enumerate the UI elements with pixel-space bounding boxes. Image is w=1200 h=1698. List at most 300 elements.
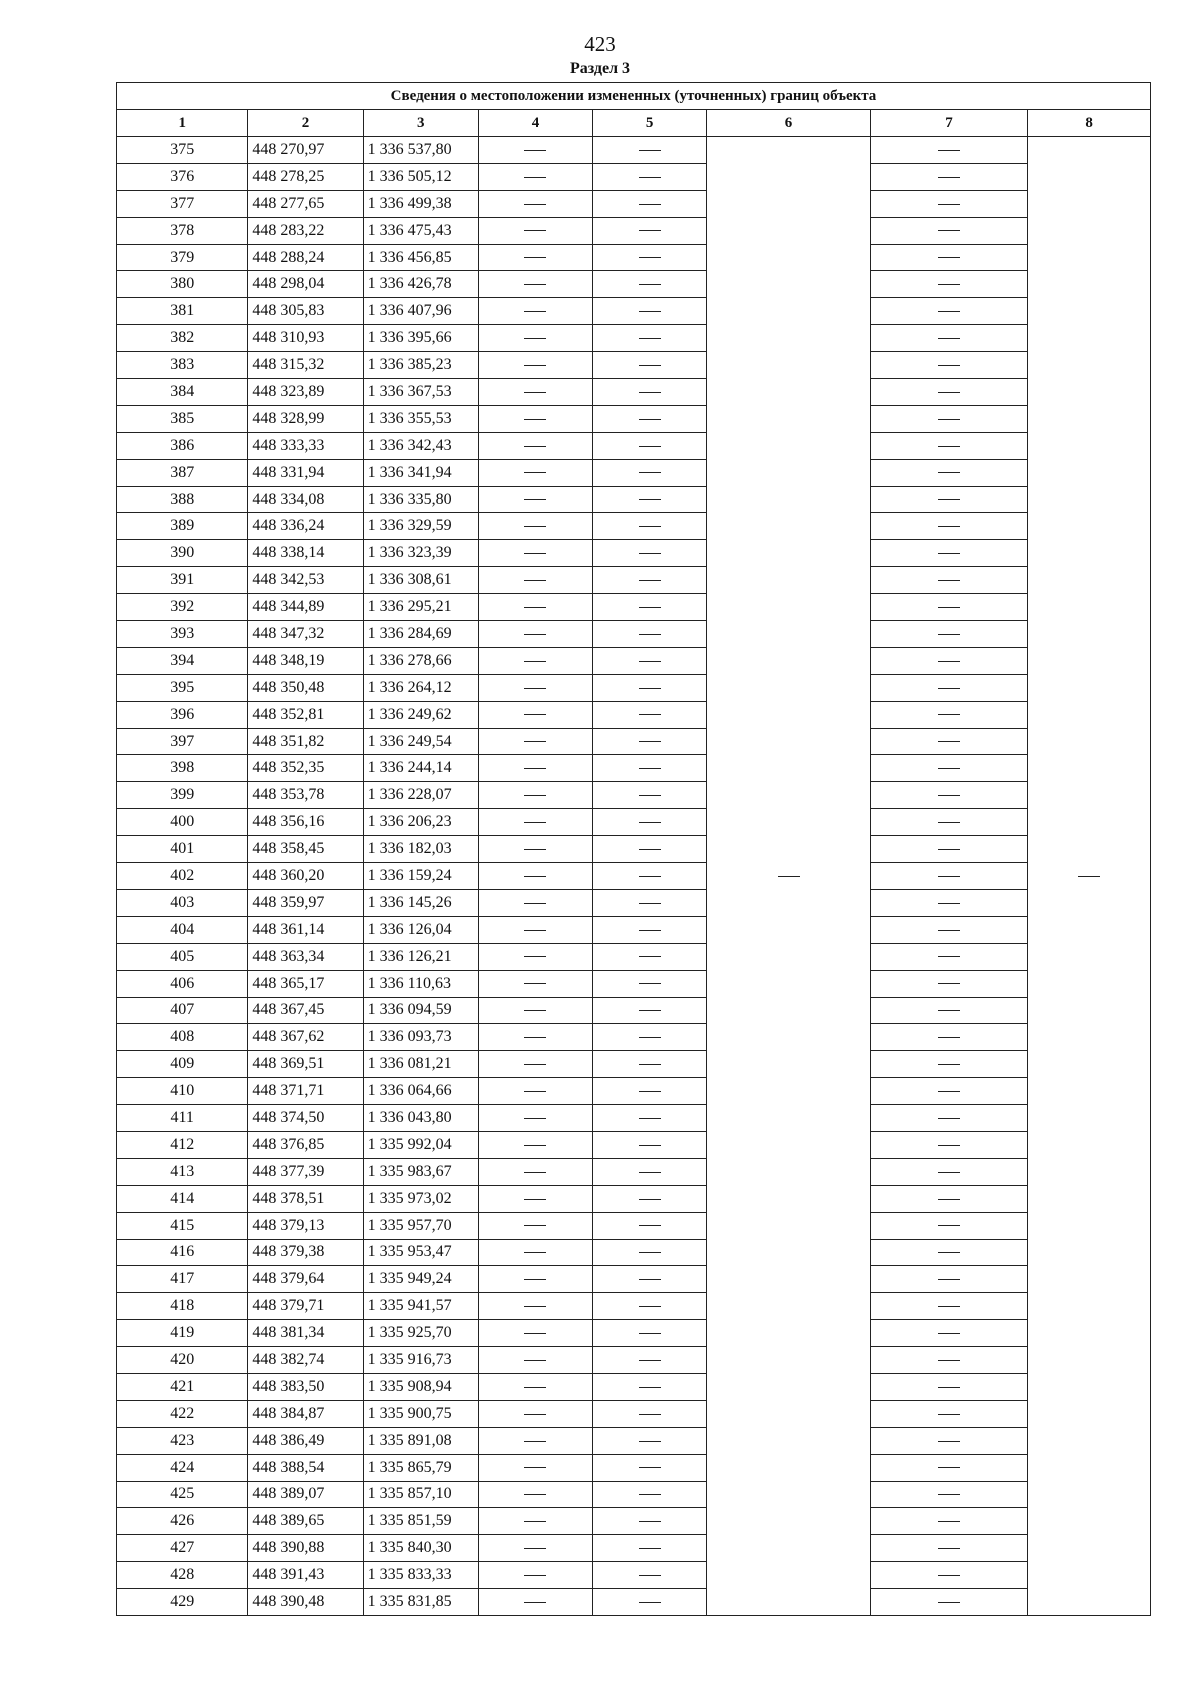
col4-cell: [478, 836, 592, 863]
y-coordinate-cell: 1 336 145,26: [363, 889, 478, 916]
col4-cell: [478, 1212, 592, 1239]
dash-mark: [938, 1387, 960, 1388]
y-coordinate-cell: 1 335 941,57: [363, 1293, 478, 1320]
y-coordinate-cell: 1 335 840,30: [363, 1535, 478, 1562]
dash-mark: [524, 499, 546, 500]
table-row: [117, 728, 1151, 755]
dash-mark: [938, 1602, 960, 1603]
x-coordinate-cell: 448 379,64: [248, 1266, 363, 1293]
dash-mark: [938, 257, 960, 258]
table-row: [117, 674, 1151, 701]
col4-cell: [478, 916, 592, 943]
col5-cell: [593, 997, 707, 1024]
y-coordinate-cell: 1 335 865,79: [363, 1454, 478, 1481]
dash-mark: [524, 876, 546, 877]
col5-cell: [593, 1373, 707, 1400]
dash-mark: [938, 1010, 960, 1011]
dash-mark: [639, 419, 661, 420]
dash-mark: [524, 1145, 546, 1146]
col7-cell: [870, 137, 1027, 164]
col4-cell: [478, 190, 592, 217]
point-number-cell: 426: [117, 1508, 248, 1535]
x-coordinate-cell: 448 305,83: [248, 298, 363, 325]
col4-cell: [478, 217, 592, 244]
dash-mark: [938, 714, 960, 715]
x-coordinate-cell: 448 374,50: [248, 1105, 363, 1132]
table-row: [117, 1589, 1151, 1616]
col4-cell: [478, 405, 592, 432]
col7-cell: [870, 325, 1027, 352]
dash-mark: [938, 553, 960, 554]
table-row: [117, 1562, 1151, 1589]
x-coordinate-cell: 448 278,25: [248, 163, 363, 190]
col4-cell: [478, 459, 592, 486]
col4-cell: [478, 1535, 592, 1562]
dash-mark: [639, 1172, 661, 1173]
dash-mark: [524, 1333, 546, 1334]
x-coordinate-cell: 448 389,65: [248, 1508, 363, 1535]
dash-mark: [938, 1145, 960, 1146]
col4-cell: [478, 137, 592, 164]
x-coordinate-cell: 448 390,48: [248, 1589, 363, 1616]
y-coordinate-cell: 1 336 456,85: [363, 244, 478, 271]
dash-mark: [938, 311, 960, 312]
dash-mark: [778, 876, 800, 877]
dash-mark: [524, 1521, 546, 1522]
col5-cell: [593, 1105, 707, 1132]
x-coordinate-cell: 448 382,74: [248, 1347, 363, 1374]
dash-mark: [938, 1441, 960, 1442]
col4-cell: [478, 1185, 592, 1212]
dash-mark: [639, 1306, 661, 1307]
x-coordinate-cell: 448 351,82: [248, 728, 363, 755]
x-coordinate-cell: 448 377,39: [248, 1158, 363, 1185]
y-coordinate-cell: 1 336 228,07: [363, 782, 478, 809]
col5-cell: [593, 594, 707, 621]
x-coordinate-cell: 448 391,43: [248, 1562, 363, 1589]
point-number-cell: 402: [117, 863, 248, 890]
col7-cell: [870, 513, 1027, 540]
x-coordinate-cell: 448 379,71: [248, 1293, 363, 1320]
col7-cell: [870, 1212, 1027, 1239]
table-row: [117, 1373, 1151, 1400]
table-row: [117, 567, 1151, 594]
x-coordinate-cell: 448 376,85: [248, 1131, 363, 1158]
y-coordinate-cell: 1 336 341,94: [363, 459, 478, 486]
col4-cell: [478, 863, 592, 890]
col7-cell: [870, 163, 1027, 190]
x-coordinate-cell: 448 347,32: [248, 621, 363, 648]
col7-cell: [870, 567, 1027, 594]
dash-mark: [938, 526, 960, 527]
col4-cell: [478, 513, 592, 540]
dash-mark: [639, 1145, 661, 1146]
x-coordinate-cell: 448 369,51: [248, 1051, 363, 1078]
y-coordinate-cell: 1 336 342,43: [363, 432, 478, 459]
col7-cell: [870, 1562, 1027, 1589]
x-coordinate-cell: 448 298,04: [248, 271, 363, 298]
column-header-5: 5: [593, 110, 707, 137]
col5-cell: [593, 674, 707, 701]
y-coordinate-cell: 1 335 949,24: [363, 1266, 478, 1293]
col4-cell: [478, 271, 592, 298]
dash-mark: [639, 338, 661, 339]
dash-mark: [639, 1441, 661, 1442]
dash-mark: [524, 768, 546, 769]
point-number-cell: 392: [117, 594, 248, 621]
col5-cell: [593, 1131, 707, 1158]
table-row: [117, 163, 1151, 190]
dash-mark: [639, 1037, 661, 1038]
y-coordinate-cell: 1 335 983,67: [363, 1158, 478, 1185]
table-row: [117, 379, 1151, 406]
table-row: [117, 137, 1151, 164]
dash-mark: [938, 177, 960, 178]
dash-mark: [938, 284, 960, 285]
dash-mark: [524, 1118, 546, 1119]
col4-cell: [478, 701, 592, 728]
x-coordinate-cell: 448 360,20: [248, 863, 363, 890]
dash-mark: [938, 446, 960, 447]
x-coordinate-cell: 448 270,97: [248, 137, 363, 164]
point-number-cell: 380: [117, 271, 248, 298]
dash-mark: [639, 204, 661, 205]
col7-cell: [870, 1024, 1027, 1051]
col4-cell: [478, 1427, 592, 1454]
y-coordinate-cell: 1 336 537,80: [363, 137, 478, 164]
col7-cell: [870, 1266, 1027, 1293]
table-row: [117, 271, 1151, 298]
col7-cell: [870, 1508, 1027, 1535]
point-number-cell: 399: [117, 782, 248, 809]
table-row: [117, 1212, 1151, 1239]
col5-cell: [593, 567, 707, 594]
dash-mark: [639, 257, 661, 258]
y-coordinate-cell: 1 336 094,59: [363, 997, 478, 1024]
col5-cell: [593, 217, 707, 244]
point-number-cell: 377: [117, 190, 248, 217]
dash-mark: [524, 1414, 546, 1415]
column-header-3: 3: [363, 110, 478, 137]
column-header-2: 2: [248, 110, 363, 137]
col5-cell: [593, 809, 707, 836]
col4-cell: [478, 163, 592, 190]
dash-mark: [524, 1010, 546, 1011]
dash-mark: [639, 849, 661, 850]
point-number-cell: 423: [117, 1427, 248, 1454]
x-coordinate-cell: 448 338,14: [248, 540, 363, 567]
x-coordinate-cell: 448 356,16: [248, 809, 363, 836]
dash-mark: [938, 607, 960, 608]
dash-mark: [524, 930, 546, 931]
col7-cell: [870, 1400, 1027, 1427]
table-row: [117, 486, 1151, 513]
column-header-7: 7: [870, 110, 1027, 137]
col5-cell: [593, 298, 707, 325]
y-coordinate-cell: 1 336 278,66: [363, 647, 478, 674]
col5-cell: [593, 1562, 707, 1589]
table-row: [117, 970, 1151, 997]
point-number-cell: 386: [117, 432, 248, 459]
dash-mark: [524, 1441, 546, 1442]
y-coordinate-cell: 1 336 395,66: [363, 325, 478, 352]
table-row: [117, 1078, 1151, 1105]
y-coordinate-cell: 1 336 182,03: [363, 836, 478, 863]
col4-cell: [478, 1158, 592, 1185]
table-title: Сведения о местоположении измененных (уточненных) границ объекта: [117, 83, 1151, 110]
x-coordinate-cell: 448 367,45: [248, 997, 363, 1024]
x-coordinate-cell: 448 288,24: [248, 244, 363, 271]
col4-cell: [478, 621, 592, 648]
x-coordinate-cell: 448 336,24: [248, 513, 363, 540]
dash-mark: [524, 1548, 546, 1549]
col4-cell: [478, 674, 592, 701]
table-row: [117, 836, 1151, 863]
col7-cell: [870, 647, 1027, 674]
y-coordinate-cell: 1 336 043,80: [363, 1105, 478, 1132]
col5-cell: [593, 970, 707, 997]
y-coordinate-cell: 1 336 335,80: [363, 486, 478, 513]
col5-cell: [593, 621, 707, 648]
page-number: 423: [584, 32, 616, 56]
point-number-cell: 394: [117, 647, 248, 674]
col4-cell: [478, 1454, 592, 1481]
col5-cell: [593, 432, 707, 459]
dash-mark: [938, 849, 960, 850]
point-number-cell: 398: [117, 755, 248, 782]
table-row: [117, 1266, 1151, 1293]
table-row: [117, 1024, 1151, 1051]
y-coordinate-cell: 1 336 064,66: [363, 1078, 478, 1105]
col4-cell: [478, 728, 592, 755]
col7-cell: [870, 1105, 1027, 1132]
dash-mark: [938, 1414, 960, 1415]
col5-cell: [593, 1347, 707, 1374]
dash-mark: [639, 1252, 661, 1253]
table-row: [117, 997, 1151, 1024]
dash-mark: [639, 230, 661, 231]
y-coordinate-cell: 1 336 355,53: [363, 405, 478, 432]
dash-mark: [639, 446, 661, 447]
dash-mark: [639, 553, 661, 554]
col4-cell: [478, 1293, 592, 1320]
dash-mark: [524, 311, 546, 312]
col7-cell: [870, 271, 1027, 298]
x-coordinate-cell: 448 342,53: [248, 567, 363, 594]
col7-cell: [870, 997, 1027, 1024]
point-number-cell: 419: [117, 1320, 248, 1347]
col4-cell: [478, 567, 592, 594]
dash-mark: [524, 257, 546, 258]
dash-mark: [639, 1091, 661, 1092]
table-row: [117, 513, 1151, 540]
col7-cell: [870, 1078, 1027, 1105]
col7-cell: [870, 1373, 1027, 1400]
point-number-cell: 401: [117, 836, 248, 863]
table-row: [117, 701, 1151, 728]
col4-cell: [478, 594, 592, 621]
col5-cell: [593, 405, 707, 432]
col7-cell: [870, 755, 1027, 782]
dash-mark: [524, 1037, 546, 1038]
y-coordinate-cell: 1 336 329,59: [363, 513, 478, 540]
col4-cell: [478, 486, 592, 513]
dash-mark: [938, 1467, 960, 1468]
dash-mark: [639, 768, 661, 769]
y-coordinate-cell: 1 336 499,38: [363, 190, 478, 217]
dash-mark: [938, 1225, 960, 1226]
col5-cell: [593, 1266, 707, 1293]
x-coordinate-cell: 448 310,93: [248, 325, 363, 352]
col5-cell: [593, 782, 707, 809]
dash-mark: [524, 1279, 546, 1280]
point-number-cell: 381: [117, 298, 248, 325]
dash-mark: [938, 499, 960, 500]
dash-mark: [639, 903, 661, 904]
dash-mark: [524, 1602, 546, 1603]
y-coordinate-cell: 1 335 953,47: [363, 1239, 478, 1266]
x-coordinate-cell: 448 352,35: [248, 755, 363, 782]
point-number-cell: 378: [117, 217, 248, 244]
col5-cell: [593, 1589, 707, 1616]
x-coordinate-cell: 448 283,22: [248, 217, 363, 244]
point-number-cell: 429: [117, 1589, 248, 1616]
dash-mark: [524, 1199, 546, 1200]
point-number-cell: 387: [117, 459, 248, 486]
point-number-cell: 389: [117, 513, 248, 540]
table-body: [117, 137, 1151, 1616]
y-coordinate-cell: 1 336 407,96: [363, 298, 478, 325]
dash-mark: [524, 230, 546, 231]
table-row: [117, 916, 1151, 943]
table-row: [117, 809, 1151, 836]
col7-cell: [870, 1481, 1027, 1508]
y-coordinate-cell: 1 335 992,04: [363, 1131, 478, 1158]
col4-cell: [478, 432, 592, 459]
col5-cell: [593, 755, 707, 782]
col7-cell: [870, 1293, 1027, 1320]
dash-mark: [639, 1064, 661, 1065]
col5-cell: [593, 163, 707, 190]
col7-cell: [870, 1239, 1027, 1266]
point-number-cell: 379: [117, 244, 248, 271]
dash-mark: [639, 741, 661, 742]
x-coordinate-cell: 448 328,99: [248, 405, 363, 432]
dash-mark: [639, 311, 661, 312]
dash-mark: [938, 472, 960, 473]
dash-mark: [639, 1602, 661, 1603]
point-number-cell: 405: [117, 943, 248, 970]
x-coordinate-cell: 448 359,97: [248, 889, 363, 916]
table-row: [117, 1508, 1151, 1535]
dash-mark: [639, 392, 661, 393]
col7-cell: [870, 943, 1027, 970]
col4-cell: [478, 1105, 592, 1132]
dash-mark: [524, 1360, 546, 1361]
y-coordinate-cell: 1 335 916,73: [363, 1347, 478, 1374]
table-row: [117, 755, 1151, 782]
dash-mark: [524, 1575, 546, 1576]
dash-mark: [524, 634, 546, 635]
x-coordinate-cell: 448 378,51: [248, 1185, 363, 1212]
table-row: [117, 432, 1151, 459]
y-coordinate-cell: 1 335 908,94: [363, 1373, 478, 1400]
col5-cell: [593, 1024, 707, 1051]
col4-cell: [478, 1024, 592, 1051]
y-coordinate-cell: 1 335 831,85: [363, 1589, 478, 1616]
y-coordinate-cell: 1 335 900,75: [363, 1400, 478, 1427]
y-coordinate-cell: 1 335 851,59: [363, 1508, 478, 1535]
x-coordinate-cell: 448 383,50: [248, 1373, 363, 1400]
point-number-cell: 397: [117, 728, 248, 755]
dash-mark: [639, 1360, 661, 1361]
col5-cell: [593, 325, 707, 352]
col5-cell: [593, 1400, 707, 1427]
dash-mark: [524, 822, 546, 823]
col5-cell: [593, 137, 707, 164]
y-coordinate-cell: 1 336 110,63: [363, 970, 478, 997]
dash-mark: [938, 1091, 960, 1092]
point-number-cell: 375: [117, 137, 248, 164]
dash-mark: [938, 876, 960, 877]
dash-mark: [639, 284, 661, 285]
dash-mark: [639, 1414, 661, 1415]
point-number-cell: 395: [117, 674, 248, 701]
col4-cell: [478, 889, 592, 916]
col7-cell: [870, 1454, 1027, 1481]
col5-cell: [593, 1051, 707, 1078]
table-row: [117, 1131, 1151, 1158]
x-coordinate-cell: 448 389,07: [248, 1481, 363, 1508]
dash-mark: [639, 1387, 661, 1388]
dash-mark: [639, 1010, 661, 1011]
table-row: [117, 1293, 1151, 1320]
point-number-cell: 411: [117, 1105, 248, 1132]
table-row: [117, 459, 1151, 486]
col7-cell: [870, 1051, 1027, 1078]
col7-cell: [870, 1347, 1027, 1374]
dash-mark: [524, 714, 546, 715]
col5-cell: [593, 486, 707, 513]
col7-cell: [870, 1320, 1027, 1347]
dash-mark: [639, 1225, 661, 1226]
dash-mark: [524, 983, 546, 984]
col7-cell: [870, 432, 1027, 459]
x-coordinate-cell: 448 363,34: [248, 943, 363, 970]
dash-mark: [938, 1333, 960, 1334]
x-coordinate-cell: 448 367,62: [248, 1024, 363, 1051]
x-coordinate-cell: 448 365,17: [248, 970, 363, 997]
col4-cell: [478, 1131, 592, 1158]
dash-mark: [938, 1118, 960, 1119]
point-number-cell: 388: [117, 486, 248, 513]
y-coordinate-cell: 1 336 284,69: [363, 621, 478, 648]
point-number-cell: 417: [117, 1266, 248, 1293]
col7-cell: [870, 728, 1027, 755]
col7-cell: [870, 459, 1027, 486]
dash-mark: [938, 1172, 960, 1173]
dash-mark: [524, 741, 546, 742]
dash-mark: [938, 392, 960, 393]
dash-mark: [639, 580, 661, 581]
table-row: [117, 298, 1151, 325]
col7-cell: [870, 1131, 1027, 1158]
x-coordinate-cell: 448 379,38: [248, 1239, 363, 1266]
col5-cell: [593, 1185, 707, 1212]
col4-cell: [478, 1347, 592, 1374]
table-row: [117, 405, 1151, 432]
x-coordinate-cell: 448 384,87: [248, 1400, 363, 1427]
